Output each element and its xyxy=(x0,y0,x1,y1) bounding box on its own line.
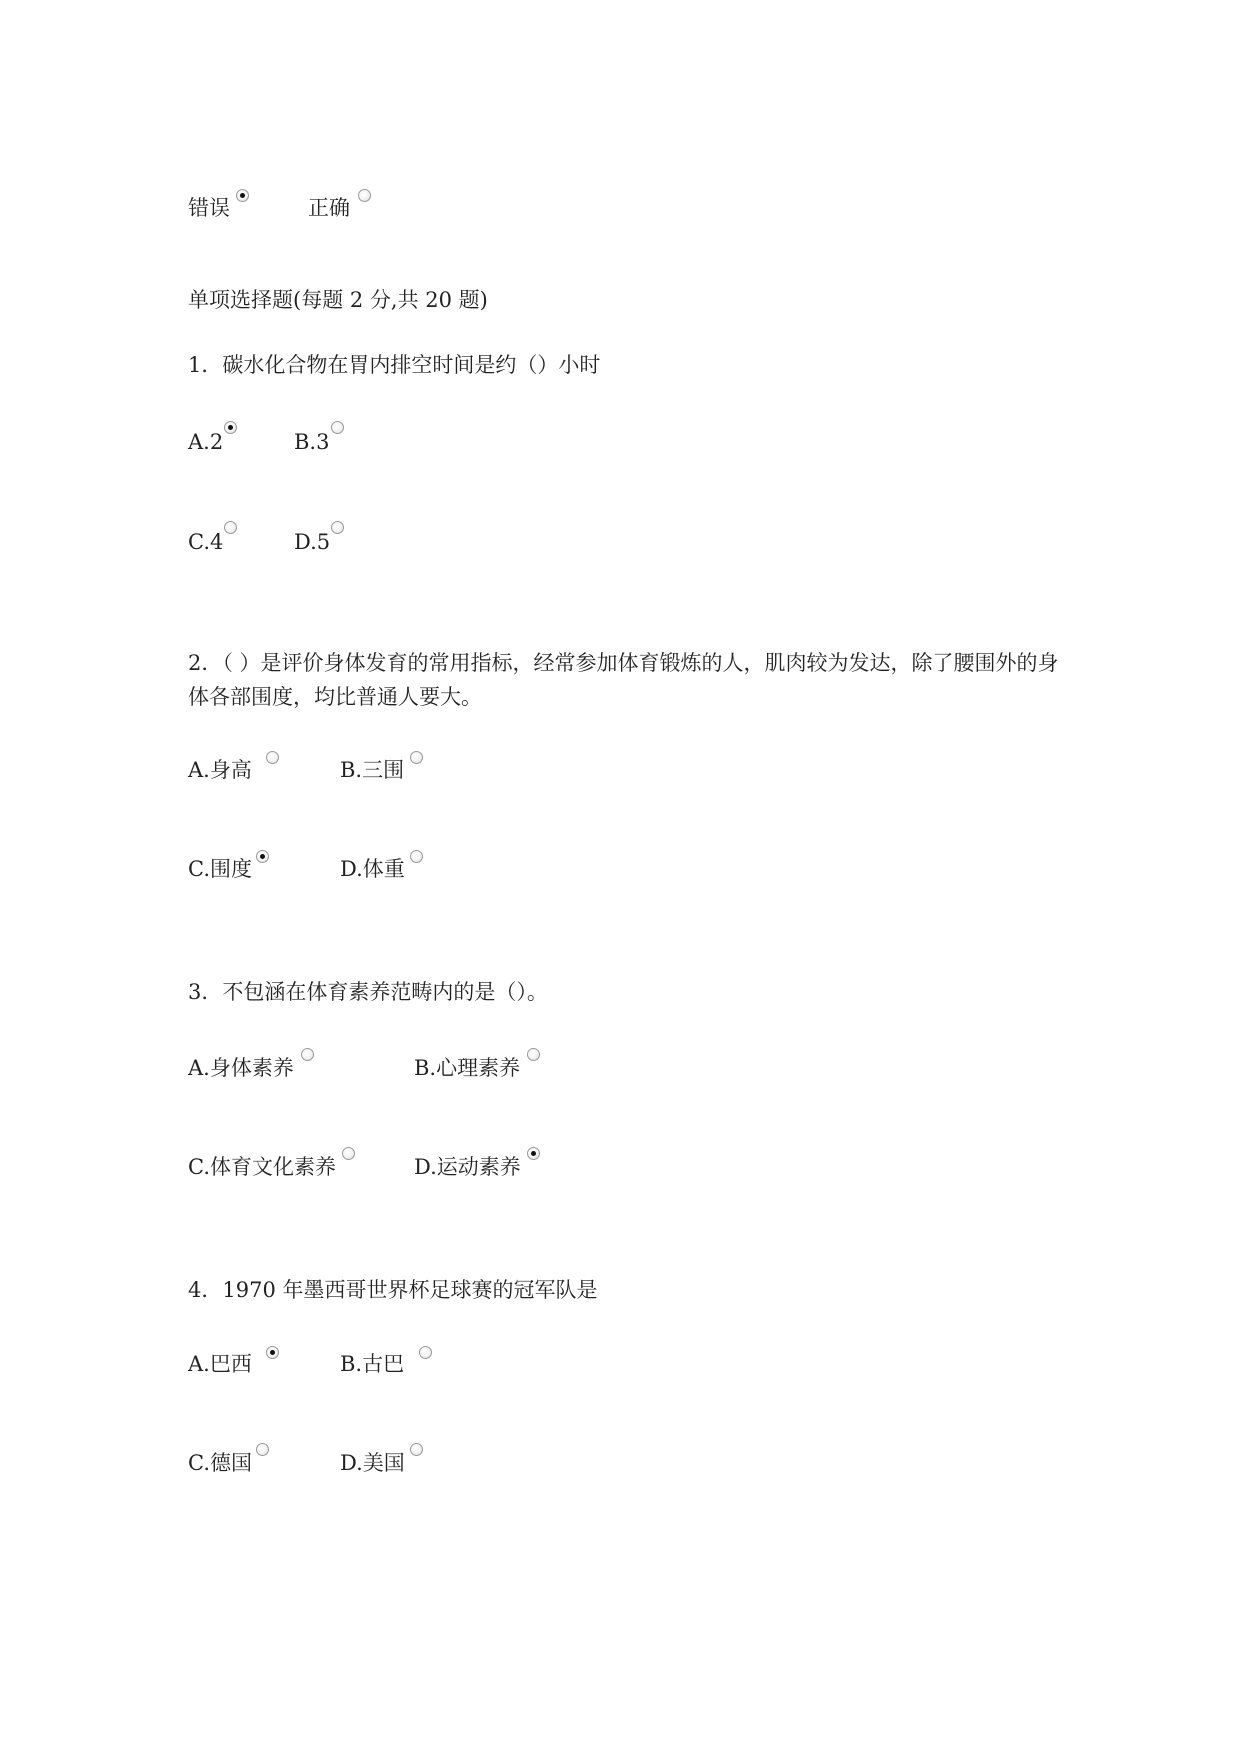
radio-button[interactable] xyxy=(419,1346,432,1359)
option-label: D.运动素养 xyxy=(414,1155,521,1179)
radio-button[interactable] xyxy=(331,521,344,534)
option-label: A.身高 xyxy=(188,758,252,782)
option-label: A.巴西 xyxy=(188,1352,252,1376)
radio-button[interactable] xyxy=(256,1443,269,1456)
radio-button[interactable] xyxy=(236,189,249,202)
option-label: B.三围 xyxy=(340,758,405,782)
option-label: D.美国 xyxy=(340,1451,405,1475)
radio-button[interactable] xyxy=(224,421,237,434)
option-label: D.5 xyxy=(294,530,331,554)
radio-button[interactable] xyxy=(301,1048,314,1061)
radio-button[interactable] xyxy=(410,850,423,863)
radio-button[interactable] xyxy=(527,1048,540,1061)
option-label: B.古巴 xyxy=(340,1352,405,1376)
radio-button[interactable] xyxy=(224,521,237,534)
radio-button[interactable] xyxy=(256,850,269,863)
option-label: C.体育文化素养 xyxy=(188,1155,336,1179)
question-text: 4．1970 年墨西哥世界杯足球赛的冠军队是 xyxy=(188,1278,598,1302)
option-label: A.2 xyxy=(188,430,224,454)
question-text: 1．碳水化合物在胃内排空时间是约（）小时 xyxy=(188,353,601,377)
question-text: 3．不包涵在体育素养范畴内的是（）。 xyxy=(188,980,548,1004)
section-title: 单项选择题(每题 2 分,共 20 题) xyxy=(188,288,488,312)
radio-button[interactable] xyxy=(331,421,344,434)
option-label: 错误 xyxy=(188,196,230,220)
option-label: 正确 xyxy=(308,196,350,220)
option-label: C.围度 xyxy=(188,857,252,881)
radio-button[interactable] xyxy=(342,1147,355,1160)
option-label: A.身体素养 xyxy=(188,1056,294,1080)
radio-button[interactable] xyxy=(266,751,279,764)
radio-button[interactable] xyxy=(358,189,371,202)
option-label: C.德国 xyxy=(188,1451,252,1475)
option-label: B.心理素养 xyxy=(414,1056,521,1080)
question-text: 2．（ ）是评价身体发育的常用指标，经常参加体育锻炼的人，肌肉较为发达，除了腰围外的身体各部围度，均比普通人要大。 xyxy=(188,651,1059,709)
radio-button[interactable] xyxy=(410,1443,423,1456)
radio-button[interactable] xyxy=(410,751,423,764)
radio-button[interactable] xyxy=(266,1346,279,1359)
option-label: D.体重 xyxy=(340,857,405,881)
radio-button[interactable] xyxy=(527,1147,540,1160)
option-label: C.4 xyxy=(188,530,224,554)
option-label: B.3 xyxy=(294,430,330,454)
